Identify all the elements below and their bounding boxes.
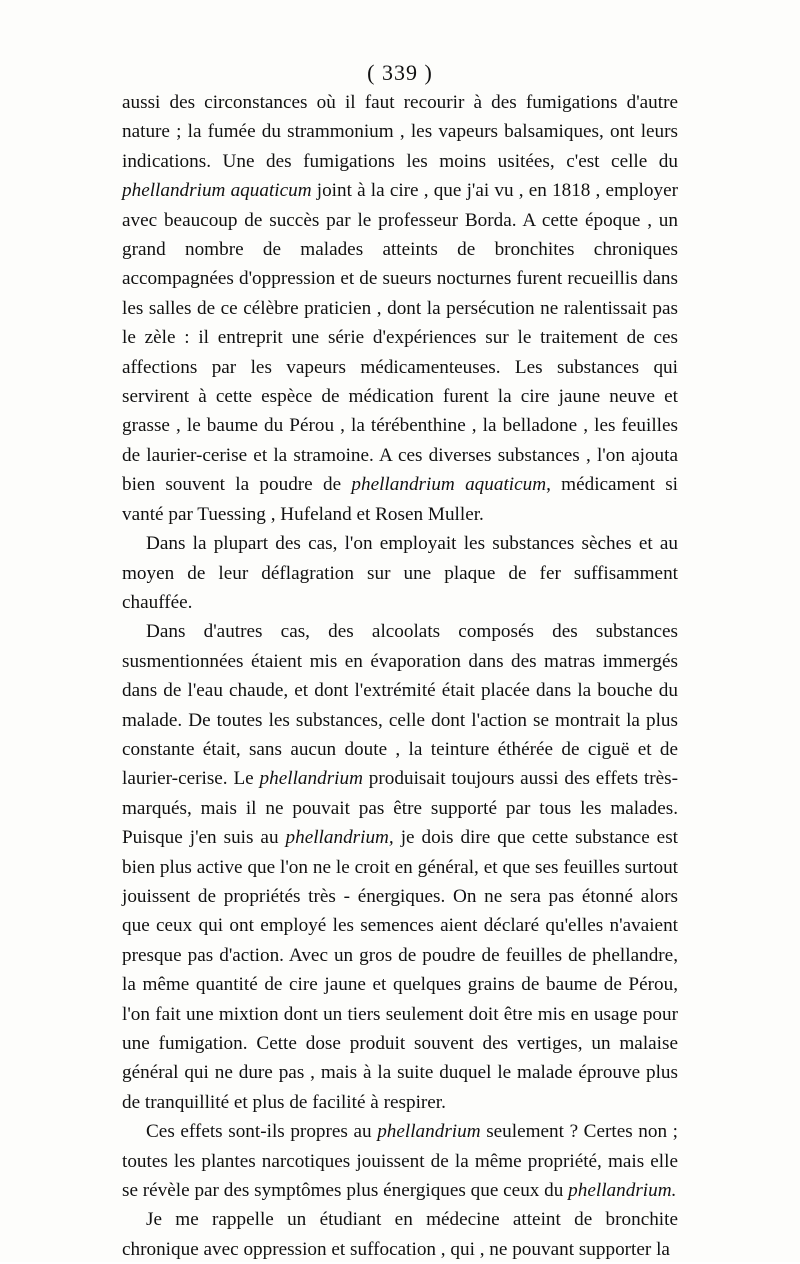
paragraph xyxy=(122,617,678,1117)
text-run: Je me rappelle un étudiant en médecine atteint de bronchite chronique avec oppression et suffocation , qui , ne pouvant supporter la xyxy=(122,1209,678,1260)
italic-term: phellandrium. xyxy=(568,1180,677,1202)
text-run: je dois dire que cette substance est bien plus active que l'on ne le croit en général, et que ses feuilles surtout jouissent de propriétés très - énergiques. On ne sera pas étonné alors que ceux qui ont employé les semences aient déclaré qu'elles n'avaient presque pas d'action. Avec un gros de poudre de feuilles de phellandre, la même quantité de cire jaune et quelques grains de baume de Pérou, l'on fait une mixtion dont un tiers seulement doit être mis en usage pour une fumigation. Cette dose produit souvent des vertiges, un malaise général qui ne dure pas , mais à la suite duquel le malade éprouve plus de tranquillité et plus de facilité à respirer. xyxy=(122,827,678,1113)
text-run: produisait toujours aussi des effets très-marqués, mais il ne pouvait pas être supporté par tous les malades. Puisque j'en suis au xyxy=(122,768,678,849)
text-run: , médicament si vanté par Tuessing , Hufeland et Rosen Muller. xyxy=(122,474,679,525)
italic-term: phellandrium, xyxy=(285,827,394,849)
paragraph xyxy=(122,88,678,529)
paragraph xyxy=(122,1117,678,1205)
text-run: Dans la plupart des cas, l'on employait les substances sèches et au moyen de leur déflagration sur une plaque de fer suffisamment chauffée. xyxy=(122,533,678,613)
italic-term: phellandrium aquaticum xyxy=(122,180,312,202)
body-text xyxy=(122,88,678,1264)
text-run: aussi des circonstances où il faut recourir à des fumigations d'autre nature ; la fumée du strammonium , les vapeurs balsamiques, ont leurs indications. Une des fumigations les moins usitées, c'est celle du xyxy=(122,92,678,172)
paragraph xyxy=(122,1205,678,1264)
italic-term: phellandrium xyxy=(259,768,363,790)
paragraph xyxy=(122,529,678,617)
text-run: seulement ? Certes non ; toutes les plantes narcotiques jouissent de la même propriété, mais elle se révèle par des symptômes plus énergiques que ceux du xyxy=(122,1121,679,1202)
page-number: ( 339 ) xyxy=(367,60,433,85)
text-run: Dans d'autres cas, des alcoolats composés des substances susmentionnées étaient mis en évaporation dans des matras immergés dans de l'eau chaude, et dont l'extrémité était placée dans la bouche du malade. De toutes les substances, celle dont l'action se montrait la plus constante était, sans aucun doute , la teinture éthérée de ciguë et de laurier-cerise. Le xyxy=(122,621,678,790)
text-run: Ces effets sont-ils propres au xyxy=(146,1121,378,1143)
italic-term: phellandrium aquaticum xyxy=(351,474,547,496)
italic-term: phellandrium xyxy=(377,1121,481,1143)
text-run: joint à la cire , que j'ai vu , en 1818 , employer avec beaucoup de succès par le professeur Borda. A cette époque , un grand nombre de malades atteints de bronchites chroniques accompagnées d'oppression et de sueurs nocturnes furent recueillis dans les salles de ce célèbre praticien , dont la persécution ne ralentissait pas le zèle : il entreprit une série d'expériences sur le traitement de ces affections par les vapeurs médicamenteuses. Les substances qui servirent à cette espèce de médication furent la cire jaune neuve et grasse , le baume du Pérou , la térébenthine , la belladone , les feuilles de laurier-cerise et la stramoine. A ces diverses substances , l'on ajouta bien souvent la poudre de xyxy=(122,180,678,496)
